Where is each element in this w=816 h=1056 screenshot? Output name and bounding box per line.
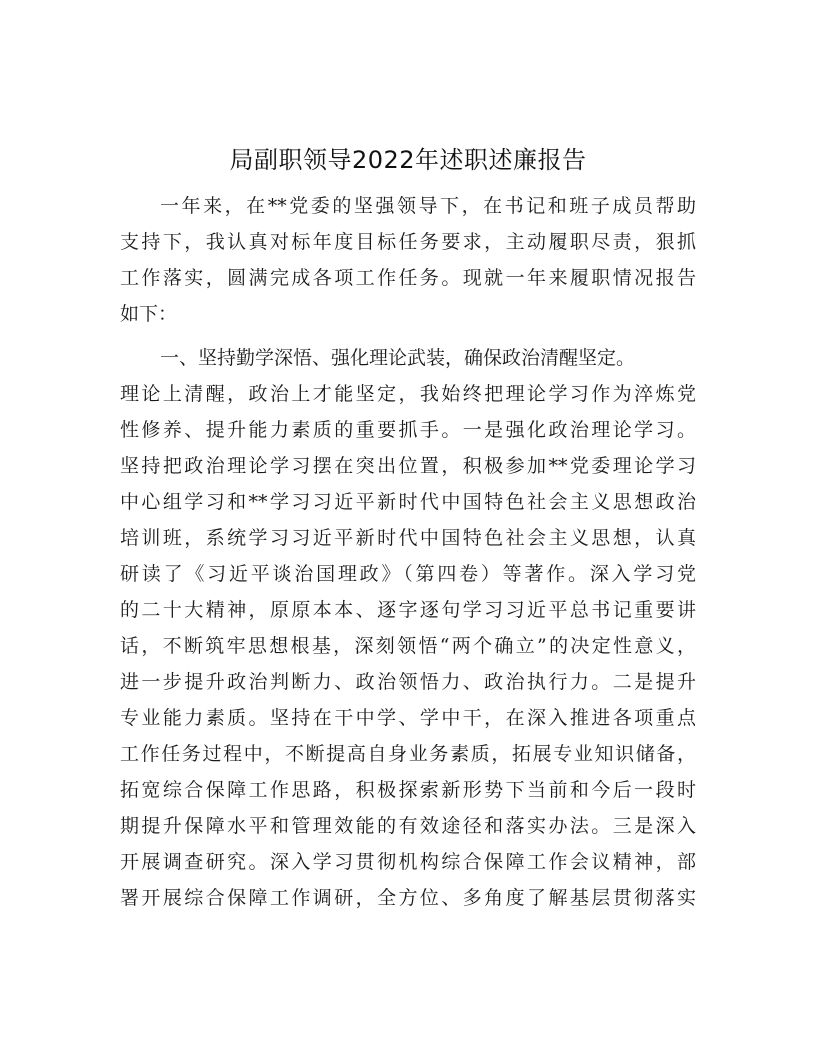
text-line: 研读了《习近平谈治国理政》（第四卷）等著作。深入学习党 xyxy=(120,563,696,585)
text-line: 开展调查研究。深入学习贯彻机构综合保障工作会议精神，部 xyxy=(120,851,696,873)
text-line: 进一步提升政治判断力、政治领悟力、政治执行力。二是提升 xyxy=(120,671,696,693)
text-line: 支持下，我认真对标年度目标任务要求，主动履职尽责，狠抓 xyxy=(120,231,696,253)
document-body xyxy=(120,188,696,916)
text-line: 署开展综合保障工作调研，全方位、多角度了解基层贯彻落实 xyxy=(120,887,696,909)
text-line: 中心组学习和**学习习近平新时代中国特色社会主义思想政治 xyxy=(120,491,696,513)
text-line: 一、坚持勤学深悟、强化理论武装，确保政治清醒坚定。 xyxy=(160,347,636,369)
text-line: 如下： xyxy=(120,303,178,325)
text-line: 专业能力素质。坚持在干中学、学中干，在深入推进各项重点 xyxy=(120,707,696,729)
paragraph-intro xyxy=(120,188,696,332)
paragraph-spacer xyxy=(120,332,696,340)
text-line: 话，不断筑牢思想根基，深刻领悟“两个确立”的决定性意义， xyxy=(120,635,696,657)
text-line: 性修养、提升能力素质的重要抓手。一是强化政治理论学习。 xyxy=(120,419,696,441)
text-line: 理论上清醒，政治上才能坚定，我始终把理论学习作为淬炼党 xyxy=(120,383,696,405)
document-title: 局副职领导2022年述职述廉报告 xyxy=(229,146,587,174)
text-line: 的二十大精神，原原本本、逐字逐句学习习近平总书记重要讲 xyxy=(120,599,696,621)
text-line: 培训班，系统学习习近平新时代中国特色社会主义思想，认真 xyxy=(120,527,696,549)
text-line: 工作落实，圆满完成各项工作任务。现就一年来履职情况报告 xyxy=(120,267,696,289)
text-line: 坚持把政治理论学习摆在突出位置，积极参加**党委理论学习 xyxy=(120,455,696,477)
text-line: 工作任务过程中，不断提高自身业务素质，拓展专业知识储备， xyxy=(120,743,696,765)
text-line: 拓宽综合保障工作思路，积极探索新形势下当前和今后一段时 xyxy=(120,779,696,801)
text-line: 期提升保障水平和管理效能的有效途径和落实办法。三是深入 xyxy=(120,815,696,837)
paragraph-section-one xyxy=(120,340,696,916)
text-line: 一年来，在**党委的坚强领导下，在书记和班子成员帮助 xyxy=(160,195,696,217)
